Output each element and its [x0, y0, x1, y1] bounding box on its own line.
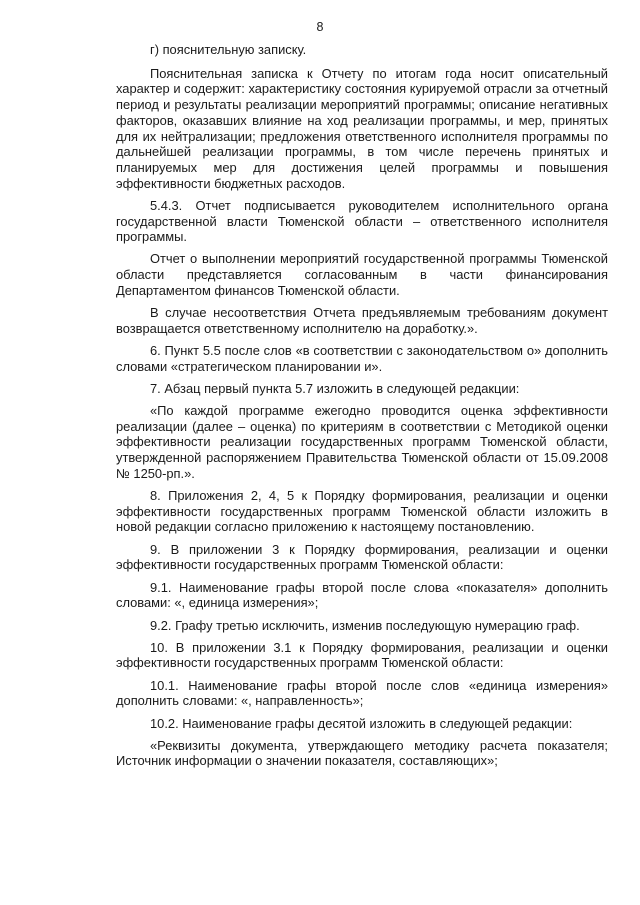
paragraph: 10.1. Наименование графы второй после слов «единица измерения» дополнить словами: «, направленность»;: [116, 677, 608, 709]
paragraph: 9. В приложении 3 к Порядку формирования, реализации и оценки эффективности государственных программ Тюменской области:: [116, 541, 608, 573]
paragraph: 6. Пункт 5.5 после слов «в соответствии с законодательством о» дополнить словами «стратегическом планировании и».: [116, 342, 608, 374]
document-body: [116, 42, 608, 776]
paragraph: Отчет о выполнении мероприятий государственной программы Тюменской области представляется согласованным в части финансирования Департаментом финансов Тюменской области.: [116, 251, 608, 298]
paragraph: «По каждой программе ежегодно проводится оценка эффективности реализации (далее – оценка) по критериям в соответствии с Методикой оценки эффективности реализации государственных программ Тюменской области, утвержденной распоряжением Правительства Тюменской области от 15.09.2008 № 1250-рп.».: [116, 403, 608, 481]
paragraph: Пояснительная записка к Отчету по итогам года носит описательный характер и содержит: характеристику состояния курируемой отрасли за отчетный период и результаты реализации мероприятий программы; описание негативных факторов, оказавших влияние на ход реализации программы, и мер, принятых для их нейтрализации; предложения ответственного исполнителя программы по дальнейшей реализации программы, в том числе перечень принятых и планируемых мер для достижения целей программы и повышения эффективности бюджетных расходов.: [116, 65, 608, 191]
paragraph: 9.2. Графу третью исключить, изменив последующую нумерацию граф.: [150, 617, 580, 633]
paragraph: 7. Абзац первый пункта 5.7 изложить в следующей редакции:: [150, 380, 520, 396]
paragraph: 9.1. Наименование графы второй после слова «показателя» дополнить словами: «, единица измерения»;: [116, 579, 608, 611]
paragraph: г) пояснительную записку.: [150, 42, 307, 57]
paragraph: «Реквизиты документа, утверждающего методику расчета показателя; Источник информации о значении показателя, составляющих»;: [116, 737, 608, 769]
paragraph: 10. В приложении 3.1 к Порядку формирования, реализации и оценки эффективности государственных программ Тюменской области:: [116, 639, 608, 671]
paragraph: 10.2. Наименование графы десятой изложить в следующей редакции:: [150, 715, 573, 731]
paragraph: 5.4.3. Отчет подписывается руководителем исполнительного органа государственной власти Тюменской области – ответственного исполнителя программы.: [116, 197, 608, 245]
page-number: 8: [316, 20, 324, 34]
paragraph: В случае несоответствия Отчета предъявляемым требованиям документ возвращается ответственному исполнителю на доработку.».: [116, 305, 608, 336]
paragraph: 8. Приложения 2, 4, 5 к Порядку формирования, реализации и оценки эффективности государственных программ Тюменской области изложить в новой редакции согласно приложению к настоящему постановлению.: [116, 488, 608, 535]
